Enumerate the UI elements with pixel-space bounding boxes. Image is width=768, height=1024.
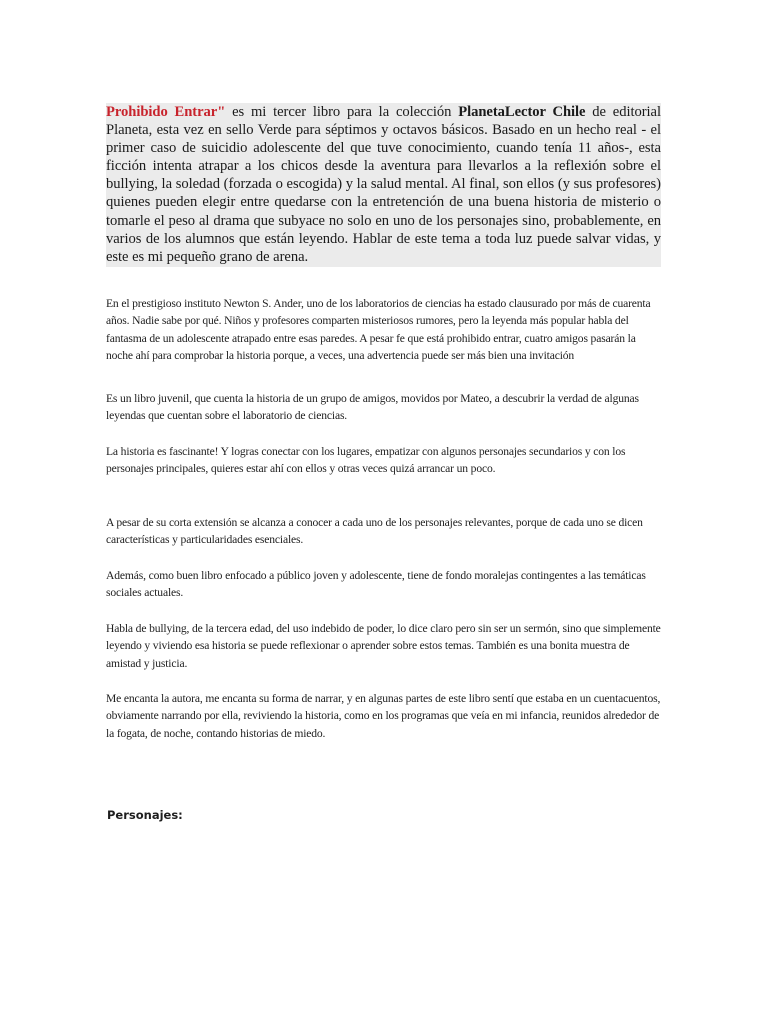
collection-name: PlanetaLector Chile — [458, 104, 586, 120]
paragraph-opinion: La historia es fascinante! Y logras conectar con los lugares, empatizar con algunos personajes secundarios y con los personajes principales, quieres estar ahí con ellos y otras veces quizá arrancar un poco. — [106, 445, 626, 476]
paragraph-characters: A pesar de su corta extensión se alcanza a conocer a cada uno de los personajes relevantes, porque de cada uno se dicen características y particularidades esenciales. — [106, 516, 643, 547]
intro-highlighted-paragraph — [106, 103, 661, 267]
book-title-highlight: Prohibido Entrar" — [106, 104, 226, 120]
intro-text-part2: de editorial Planeta, esta vez en sello Verde para séptimos y octavos básicos. Basado en un hecho real - el primer caso de suicidio adolescente del que tuve conocimiento, cuando tenía 11 años-, esta ficción intenta atrapar a los chicos desde la aventura para llevarlos a la reflexión sobre el bullying, la soledad (forzada o escogida) y la salud mental. Al final, son ellos (y sus profesores) quienes pueden elegir entre quedarse con la entretención de una buena historia de misterio o tomarle el peso al drama que subyace no solo en uno de los personajes sino, probablemente, en varios de los alumnos que están leyendo. Hablar de este tema a toda luz puede salvar vidas, y este es mi pequeño grano de arena. — [106, 104, 661, 265]
paragraph-author: Me encanta la autora, me encanta su forma de narrar, y en algunas partes de este libro sentí que estaba en un cuentacuentos, obviamente narrando por ella, reviviendo la historia, como en los programas que veía en mi infancia, reunidos alrededor de la fogata, de noche, contando historias de miedo. — [106, 692, 661, 740]
paragraph-description: Es un libro juvenil, que cuenta la historia de un grupo de amigos, movidos por Mateo, a descubrir la verdad de algunas leyendas que cuentan sobre el laboratorio de ciencias. — [106, 392, 639, 423]
paragraph-audience: Además, como buen libro enfocado a público joven y adolescente, tiene de fondo moralejas contingentes a las temáticas sociales actuales. — [106, 569, 646, 600]
paragraph-themes: Habla de bullying, de la tercera edad, del uso indebido de poder, lo dice claro pero sin ser un sermón, sino que simplemente leyendo y viviendo esa historia se puede reflexionar o aprender sobre estos temas. También es una bonita muestra de amistad y justicia. — [106, 622, 661, 670]
section-heading-personajes: Personajes: — [107, 808, 183, 822]
paragraph-synopsis: En el prestigioso instituto Newton S. Ander, uno de los laboratorios de ciencias ha estado clausurado por más de cuarenta años. Nadie sabe por qué. Niños y profesores comparten misteriosos rumores, pero la leyenda más popular habla del fantasma de un adolescente atrapado entre esas paredes. A pesar fe que está prohibido entrar, cuatro amigos pasarán la noche ahí para comprobar la historia porque, a veces, una advertencia puede ser más bien una invitación — [106, 297, 651, 363]
intro-text-part1: es mi tercer libro para la colección — [225, 104, 459, 120]
